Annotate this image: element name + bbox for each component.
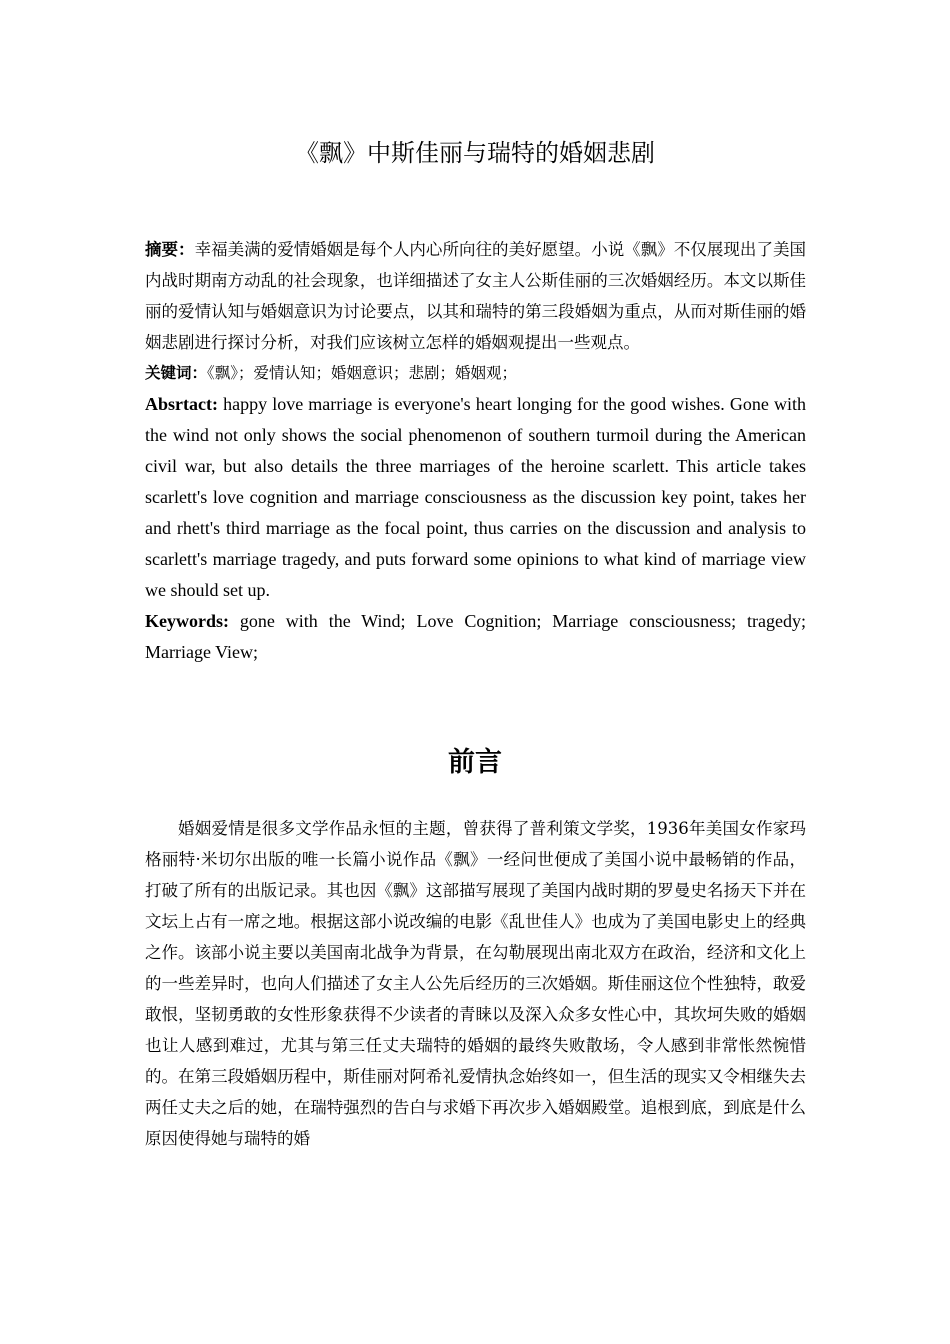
abstract-section xyxy=(145,234,806,668)
preface-paragraph: 婚姻爱情是很多文学作品永恒的主题，曾获得了普利策文学奖，1936年美国女作家玛格丽特·米切尔出版的唯一长篇小说作品《飘》一经问世便成了美国小说中最畅销的作品，打破了所有的出版记录。其也因《飘》这部描写展现了美国内战时期的罗曼史名扬天下并在文坛上占有一席之地。根据这部小说改编的电影《乱世佳人》也成为了美国电影史上的经典之作。该部小说主要以美国南北战争为背景，在勾勒展现出南北双方在政治，经济和文化上的一些差异时，也向人们描述了女主人公先后经历的三次婚姻。斯佳丽这位个性独特，敢爱敢恨，坚韧勇敢的女性形象获得不少读者的青睐以及深入众多女性心中，其坎坷失败的婚姻也让人感到难过，尤其与第三任丈夫瑞特的婚姻的最终失败散场，令人感到非常怅然惋惜的。在第三段婚姻历程中，斯佳丽对阿希礼爱情执念始终如一，但生活的现实又令相继失去两任丈夫之后的她，在瑞特强烈的告白与求婚下再次步入婚姻殿堂。追根到底，到底是什么原因使得她与瑞特的婚 xyxy=(145,819,806,1148)
abstract-en-label: Absrtact: xyxy=(145,394,218,414)
keywords-en xyxy=(145,606,806,668)
document-title: 《飘》中斯佳丽与瑞特的婚姻悲剧 xyxy=(295,139,655,167)
abstract-cn xyxy=(145,234,806,358)
abstract-cn-text: 幸福美满的爱情婚姻是每个人内心所向往的美好愿望。小说《飘》不仅展现出了美国内战时期南方动乱的社会现象，也详细描述了女主人公斯佳丽的三次婚姻经历。本文以斯佳丽的爱情认知与婚姻意识为讨论要点，以其和瑞特的第三段婚姻为重点，从而对斯佳丽的婚姻悲剧进行探讨分析，对我们应该树立怎样的婚姻观提出一些观点。 xyxy=(145,240,807,352)
keywords-cn-label: 关键词： xyxy=(145,364,208,382)
preface-heading: 前言 xyxy=(448,747,502,778)
abstract-en xyxy=(145,389,806,606)
keywords-cn-text: 《飘》；爱情认知；婚姻意识；悲剧；婚姻观； xyxy=(207,364,518,382)
abstract-cn-label: 摘要： xyxy=(145,240,195,259)
keywords-en-text: gone with the Wind; Love Cognition; Marriage consciousness; tragedy; Marriage View; xyxy=(145,611,806,662)
abstract-en-text: happy love marriage is everyone's heart longing for the good wishes. Gone with the wind not only shows the social phenomenon of southern turmoil during the American civil war, but also details the three marriages of the heroine scarlett. This article takes scarlett's love cognition and marriage consciousness as the discussion key point, takes her and rhett's third marriage as the focal point, thus carries on the discussion and analysis to scarlett's marriage tragedy, and puts forward some opinions to what kind of marriage view we should set up. xyxy=(145,394,806,600)
keywords-cn xyxy=(145,358,806,389)
keywords-en-label: Keywords: xyxy=(145,611,229,631)
